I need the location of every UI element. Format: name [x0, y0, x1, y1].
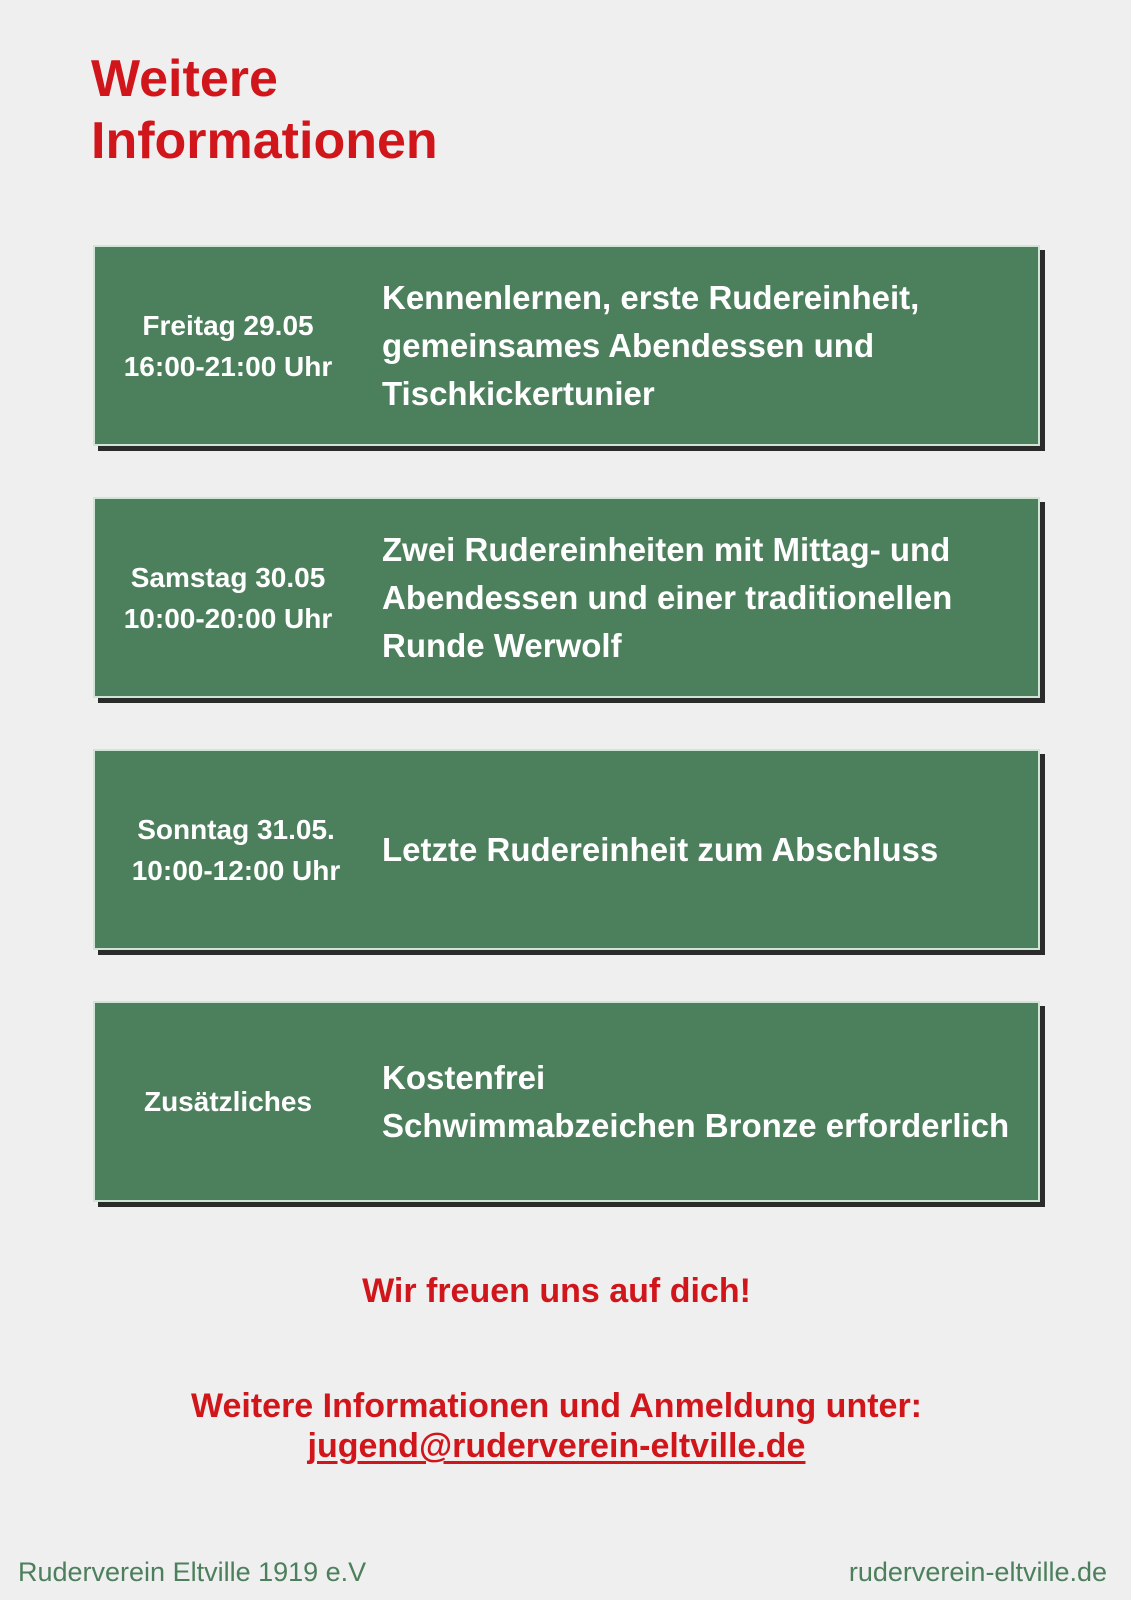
registration-info [0, 1386, 1113, 1466]
schedule-description-line: Zwei Rudereinheiten mit Mittag- und [382, 530, 951, 568]
schedule-description-line: Tischkickertunier [382, 374, 655, 412]
schedule-card-sunday [93, 749, 1040, 950]
schedule-description-line: Kostenfrei [382, 1058, 546, 1096]
schedule-day-time [93, 245, 363, 446]
schedule-card-additional [93, 1001, 1040, 1202]
schedule-time: 10:00-12:00 Uhr [131, 854, 341, 886]
schedule-day: Samstag 30.05 [130, 561, 326, 593]
schedule-description-line: gemeinsames Abendessen und [382, 326, 875, 364]
schedule-card-saturday [93, 497, 1040, 698]
schedule-description-line: Letzte Rudereinheit zum Abschluss [382, 830, 939, 868]
schedule-description-line: Schwimmabzeichen Bronze erforderlich [382, 1106, 1010, 1144]
page-title [91, 48, 438, 172]
schedule-day-time [101, 749, 371, 950]
schedule-day: Sonntag 31.05. [137, 813, 335, 845]
schedule-time: 10:00-20:00 Uhr [123, 602, 333, 634]
schedule-description [382, 497, 1032, 698]
schedule-day-time [93, 1001, 363, 1202]
schedule-description-line: Kennenlernen, erste Rudereinheit, [382, 278, 920, 316]
schedule-description-line: Abendessen und einer traditionellen [382, 578, 953, 616]
schedule-day-time [93, 497, 363, 698]
schedule-description [382, 1001, 1032, 1202]
schedule-day: Zusätzliches [143, 1086, 313, 1117]
page-title-line-1: Weitere [91, 50, 278, 108]
email-link[interactable]: jugend@ruderverein-eltville.de [307, 1427, 806, 1465]
schedule-description [382, 245, 1032, 446]
schedule-description-line: Runde Werwolf [382, 626, 622, 664]
page-title-line-2: Informationen [91, 112, 438, 170]
schedule-description [382, 749, 1032, 950]
schedule-time: 16:00-21:00 Uhr [123, 350, 333, 382]
schedule-card-friday [93, 245, 1040, 446]
welcome-message: Wir freuen uns auf dich! [362, 1272, 751, 1310]
registration-text: Weitere Informationen und Anmeldung unter: [191, 1387, 922, 1425]
footer-club-name: Ruderverein Eltville 1919 e.V [18, 1557, 367, 1587]
schedule-day: Freitag 29.05 [142, 309, 314, 341]
footer-website: ruderverein-eltville.de [848, 1557, 1107, 1587]
